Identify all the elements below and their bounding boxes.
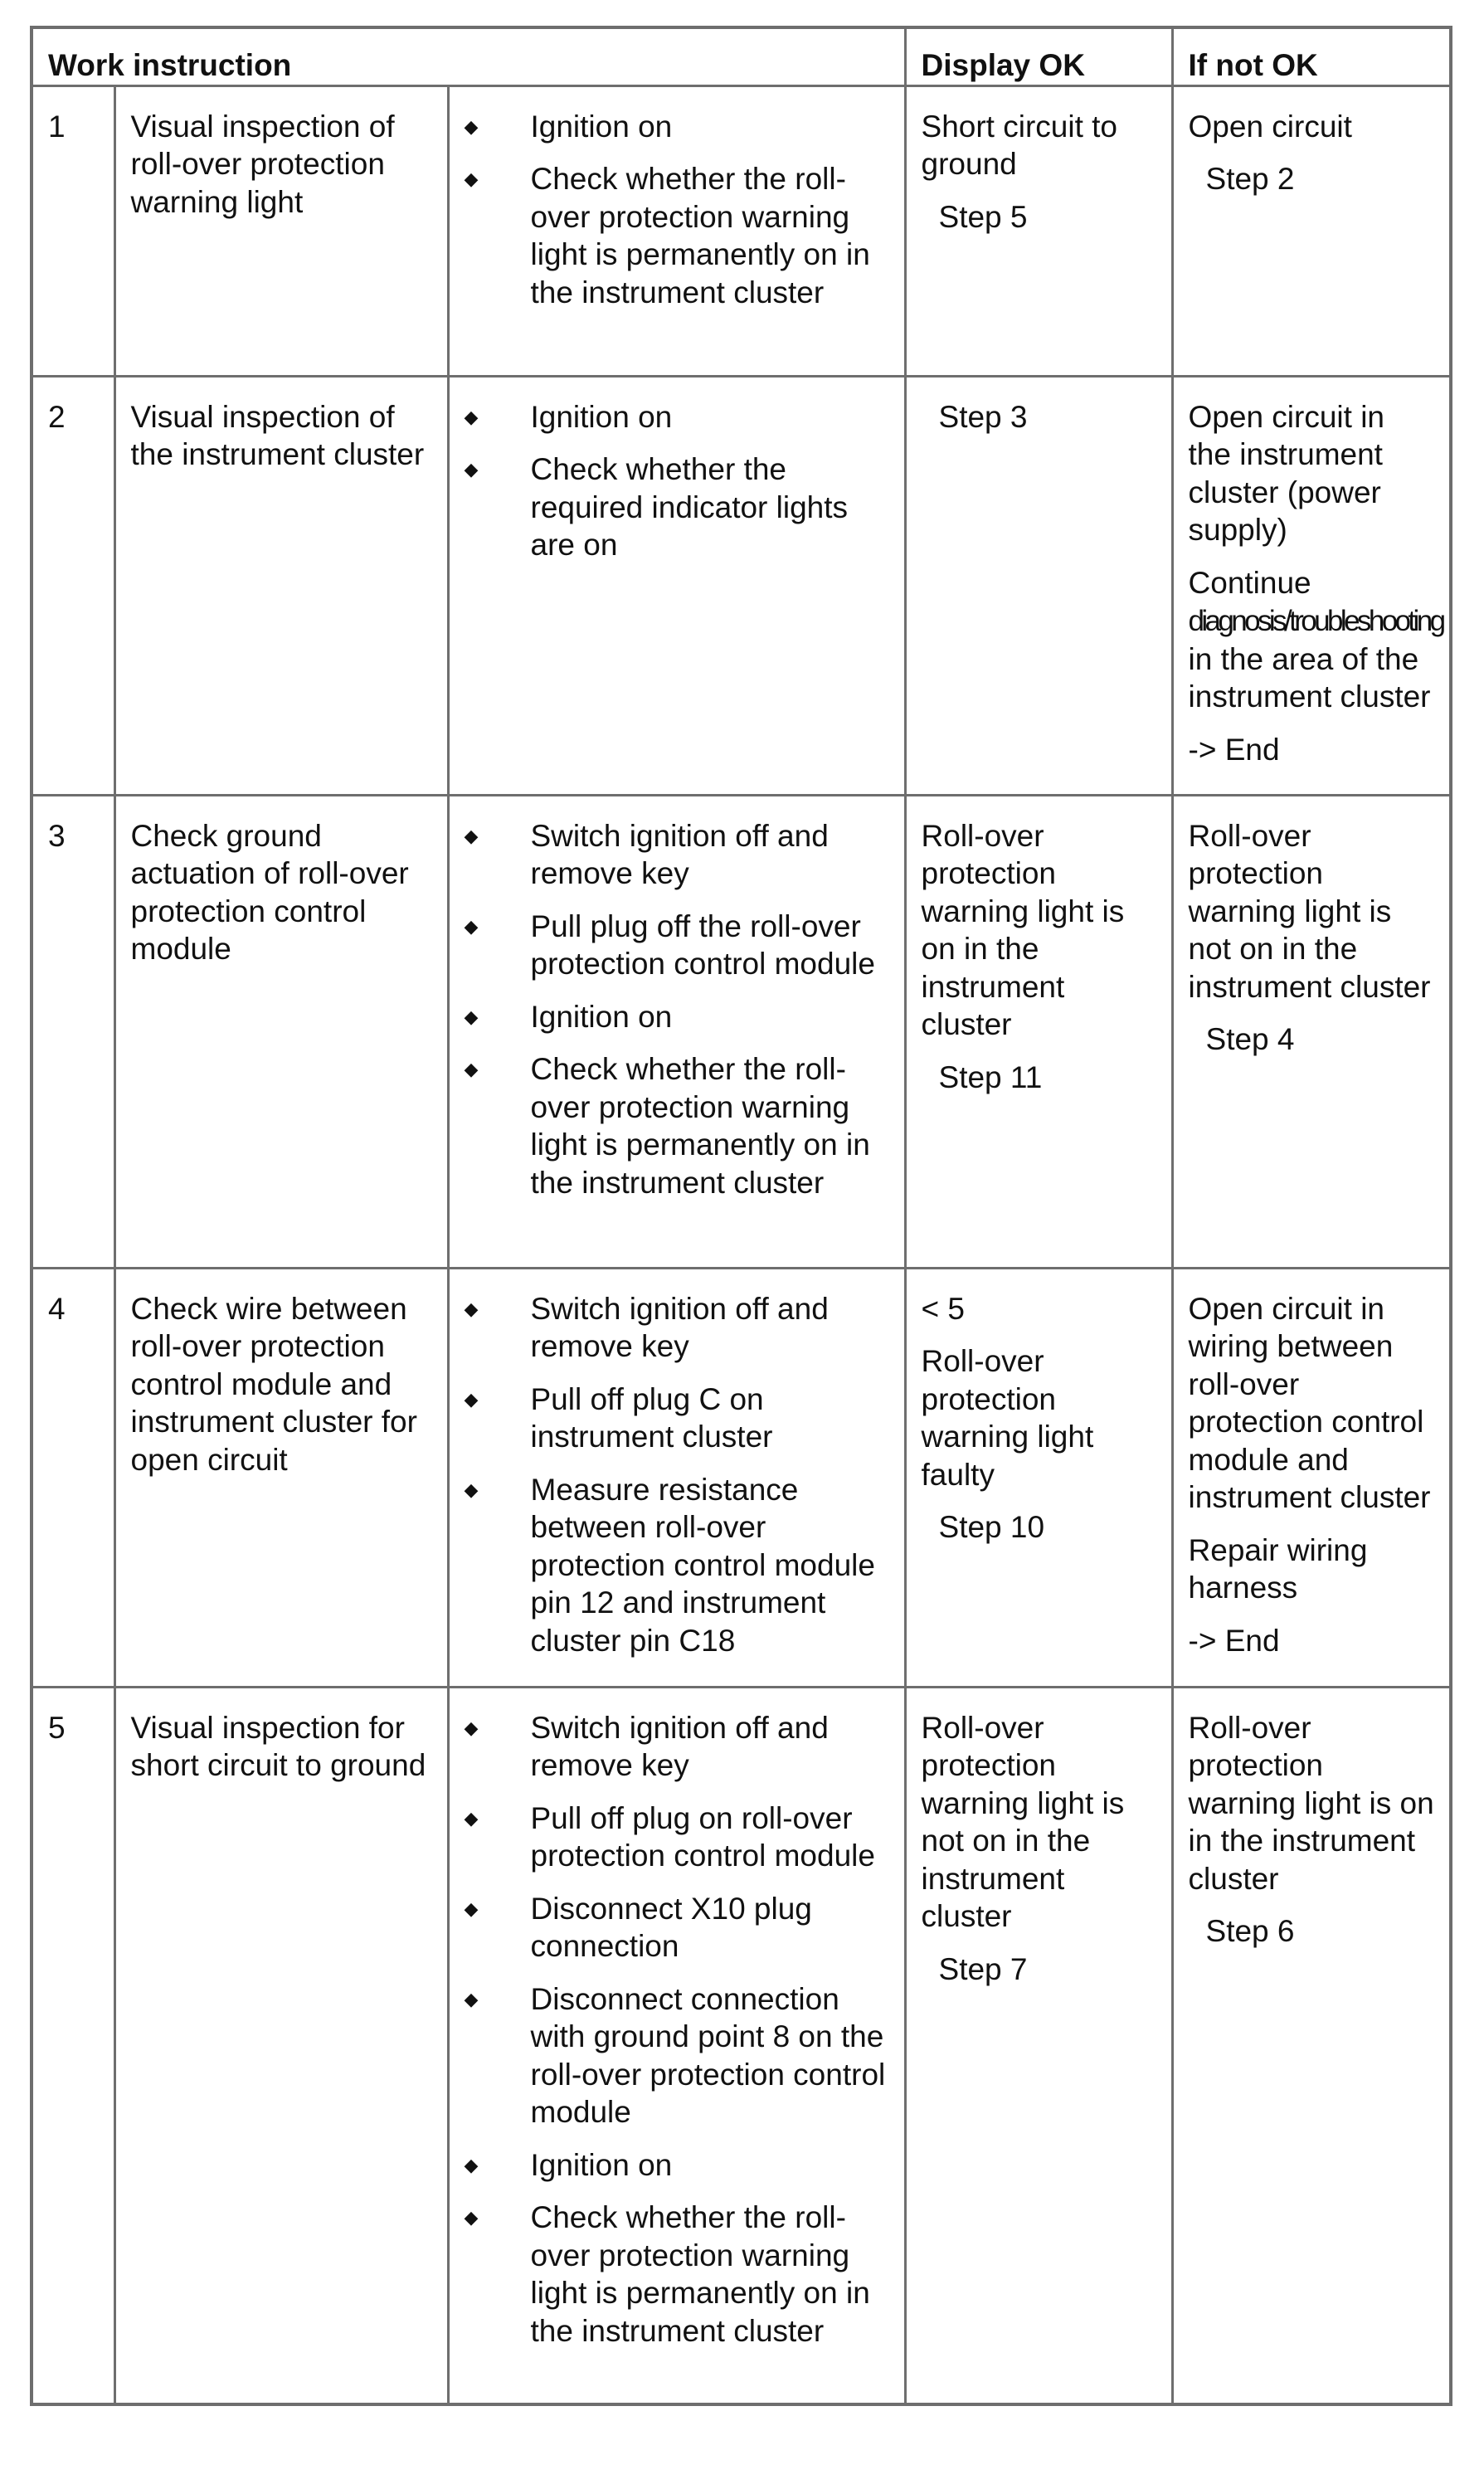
ok-text: Roll-over protection warning light faulty bbox=[921, 1344, 1094, 1492]
action-item: ◆ Check whether the roll-over protection warning light is permanently on in the instrument cluster bbox=[464, 2200, 870, 2348]
action-item: ◆ Ignition on bbox=[465, 998, 889, 1036]
action-item: ◆ Switch ignition off and remove key bbox=[464, 1291, 829, 1363]
diamond-bullet-icon: ◆ bbox=[464, 825, 479, 846]
display-ok-cell bbox=[905, 795, 1172, 1268]
display-ok-cell bbox=[905, 85, 1172, 376]
header-if-not-ok: If not OK bbox=[1172, 27, 1451, 85]
action-item: ◆ Pull plug off the roll-over protection control module bbox=[464, 908, 875, 981]
diamond-bullet-icon: ◆ bbox=[464, 2154, 479, 2175]
step-number: 1 bbox=[32, 85, 114, 376]
notok-text: Roll-over protection warning light is on in the instrument cluster bbox=[1188, 1710, 1434, 1896]
diamond-bullet-icon: ◆ bbox=[464, 1988, 479, 2009]
step-number: 4 bbox=[32, 1268, 114, 1687]
action-item: ◆ Ignition on bbox=[465, 108, 889, 146]
diamond-bullet-icon: ◆ bbox=[464, 1298, 479, 1319]
action-item: ◆ Check whether the roll-over protection warning light is permanently on in the instrument cluster bbox=[464, 1052, 870, 1200]
step-actions bbox=[448, 1687, 905, 2404]
step-number: 3 bbox=[32, 795, 114, 1268]
step-number: 2 bbox=[32, 376, 114, 795]
diamond-bullet-icon: ◆ bbox=[464, 1807, 479, 1829]
ok-step: Step 3 bbox=[938, 399, 1028, 434]
action-item: ◆ Pull off plug C on instrument cluster bbox=[464, 1381, 773, 1454]
action-item: ◆ Pull off plug on roll-over protection control module bbox=[464, 1800, 875, 1873]
diamond-bullet-icon: ◆ bbox=[464, 115, 479, 137]
table-header-row bbox=[32, 27, 1451, 85]
diamond-bullet-icon: ◆ bbox=[464, 168, 479, 189]
if-not-ok-cell bbox=[1172, 376, 1451, 795]
notok-text-continue: Continue diagnosis/troubleshooting in the area of the instrument cluster bbox=[1188, 565, 1443, 714]
ok-text: Roll-over protection warning light is on in the instrument cluster bbox=[921, 818, 1125, 1041]
step-actions bbox=[448, 85, 905, 376]
notok-text: Open circuit in wiring between roll-over protection control module and instrument cluster bbox=[1188, 1291, 1431, 1514]
if-not-ok-cell bbox=[1172, 795, 1451, 1268]
diamond-bullet-icon: ◆ bbox=[464, 915, 479, 937]
display-ok-cell bbox=[905, 1268, 1172, 1687]
if-not-ok-cell bbox=[1172, 1268, 1451, 1687]
notok-text: Roll-over protection warning light is not on in the instrument cluster bbox=[1188, 818, 1431, 1004]
step-title: Visual inspection of roll-over protection warning light bbox=[114, 85, 448, 376]
notok-text: Open circuit bbox=[1188, 109, 1352, 144]
action-item: ◆ Disconnect connection with ground point 8 on the roll-over protection control module bbox=[464, 1981, 886, 2129]
table-row bbox=[32, 795, 1451, 1268]
diamond-bullet-icon: ◆ bbox=[464, 1717, 479, 1738]
if-not-ok-cell bbox=[1172, 85, 1451, 376]
notok-step: Step 4 bbox=[1205, 1022, 1295, 1056]
table-row bbox=[32, 376, 1451, 795]
ok-step: Step 5 bbox=[938, 199, 1028, 234]
ok-step: Step 10 bbox=[938, 1510, 1045, 1544]
ok-step: Step 7 bbox=[938, 1951, 1028, 1986]
table-row bbox=[32, 1268, 1451, 1687]
ok-text: Short circuit to ground bbox=[921, 109, 1117, 181]
diamond-bullet-icon: ◆ bbox=[464, 459, 479, 480]
work-instruction-table bbox=[30, 26, 1452, 2406]
step-title: Check ground actuation of roll-over protection control module bbox=[114, 795, 448, 1268]
action-item: ◆ Check whether the roll-over protection warning light is permanently on in the instrument cluster bbox=[464, 162, 870, 309]
step-actions bbox=[448, 795, 905, 1268]
notok-action: Repair wiring harness bbox=[1188, 1532, 1368, 1605]
ok-step: Step 11 bbox=[938, 1059, 1043, 1094]
diamond-bullet-icon: ◆ bbox=[464, 1388, 479, 1410]
step-number: 5 bbox=[32, 1687, 114, 2404]
notok-end: -> End bbox=[1188, 732, 1280, 767]
diamond-bullet-icon: ◆ bbox=[464, 1478, 479, 1500]
step-title: Check wire between roll-over protection control module and instrument cluster for open circuit bbox=[114, 1268, 448, 1687]
diamond-bullet-icon: ◆ bbox=[464, 1006, 479, 1027]
notok-text-condensed: diagnosis/troubleshooting bbox=[1188, 605, 1443, 637]
ok-text: Roll-over protection warning light is not on in the instrument cluster bbox=[921, 1710, 1125, 1933]
display-ok-cell bbox=[905, 376, 1172, 795]
if-not-ok-cell bbox=[1172, 1687, 1451, 2404]
action-item: ◆ Ignition on bbox=[465, 398, 889, 436]
step-title: Visual inspection for short circuit to ground bbox=[114, 1687, 448, 2404]
action-item: ◆ Check whether the required indicator lights are on bbox=[464, 452, 849, 562]
action-item: ◆ Switch ignition off and remove key bbox=[464, 1710, 829, 1782]
display-ok-cell bbox=[905, 1687, 1172, 2404]
diamond-bullet-icon: ◆ bbox=[464, 406, 479, 427]
notok-step: Step 6 bbox=[1205, 1914, 1295, 1948]
ok-value: < 5 bbox=[921, 1291, 965, 1326]
header-work-instruction: Work instruction bbox=[32, 27, 905, 85]
table-row bbox=[32, 85, 1451, 376]
diamond-bullet-icon: ◆ bbox=[464, 1059, 479, 1079]
action-item: ◆ Ignition on bbox=[465, 2146, 889, 2185]
header-display-ok: Display OK bbox=[905, 27, 1172, 85]
action-item: ◆ Measure resistance between roll-over protection control module pin 12 and instrument cluster pin C18 bbox=[464, 1472, 875, 1658]
diamond-bullet-icon: ◆ bbox=[464, 2207, 479, 2228]
notok-text: Open circuit in the instrument cluster (power supply) bbox=[1188, 399, 1385, 547]
step-title: Visual inspection of the instrument cluster bbox=[114, 376, 448, 795]
table-row bbox=[32, 1687, 1451, 2404]
notok-end: -> End bbox=[1188, 1623, 1280, 1658]
step-actions bbox=[448, 376, 905, 795]
action-item: ◆ Disconnect X10 plug connection bbox=[464, 1891, 812, 1963]
step-actions bbox=[448, 1268, 905, 1687]
action-item: ◆ Switch ignition off and remove key bbox=[464, 818, 829, 890]
diamond-bullet-icon: ◆ bbox=[464, 1897, 479, 1919]
notok-step: Step 2 bbox=[1205, 162, 1295, 196]
